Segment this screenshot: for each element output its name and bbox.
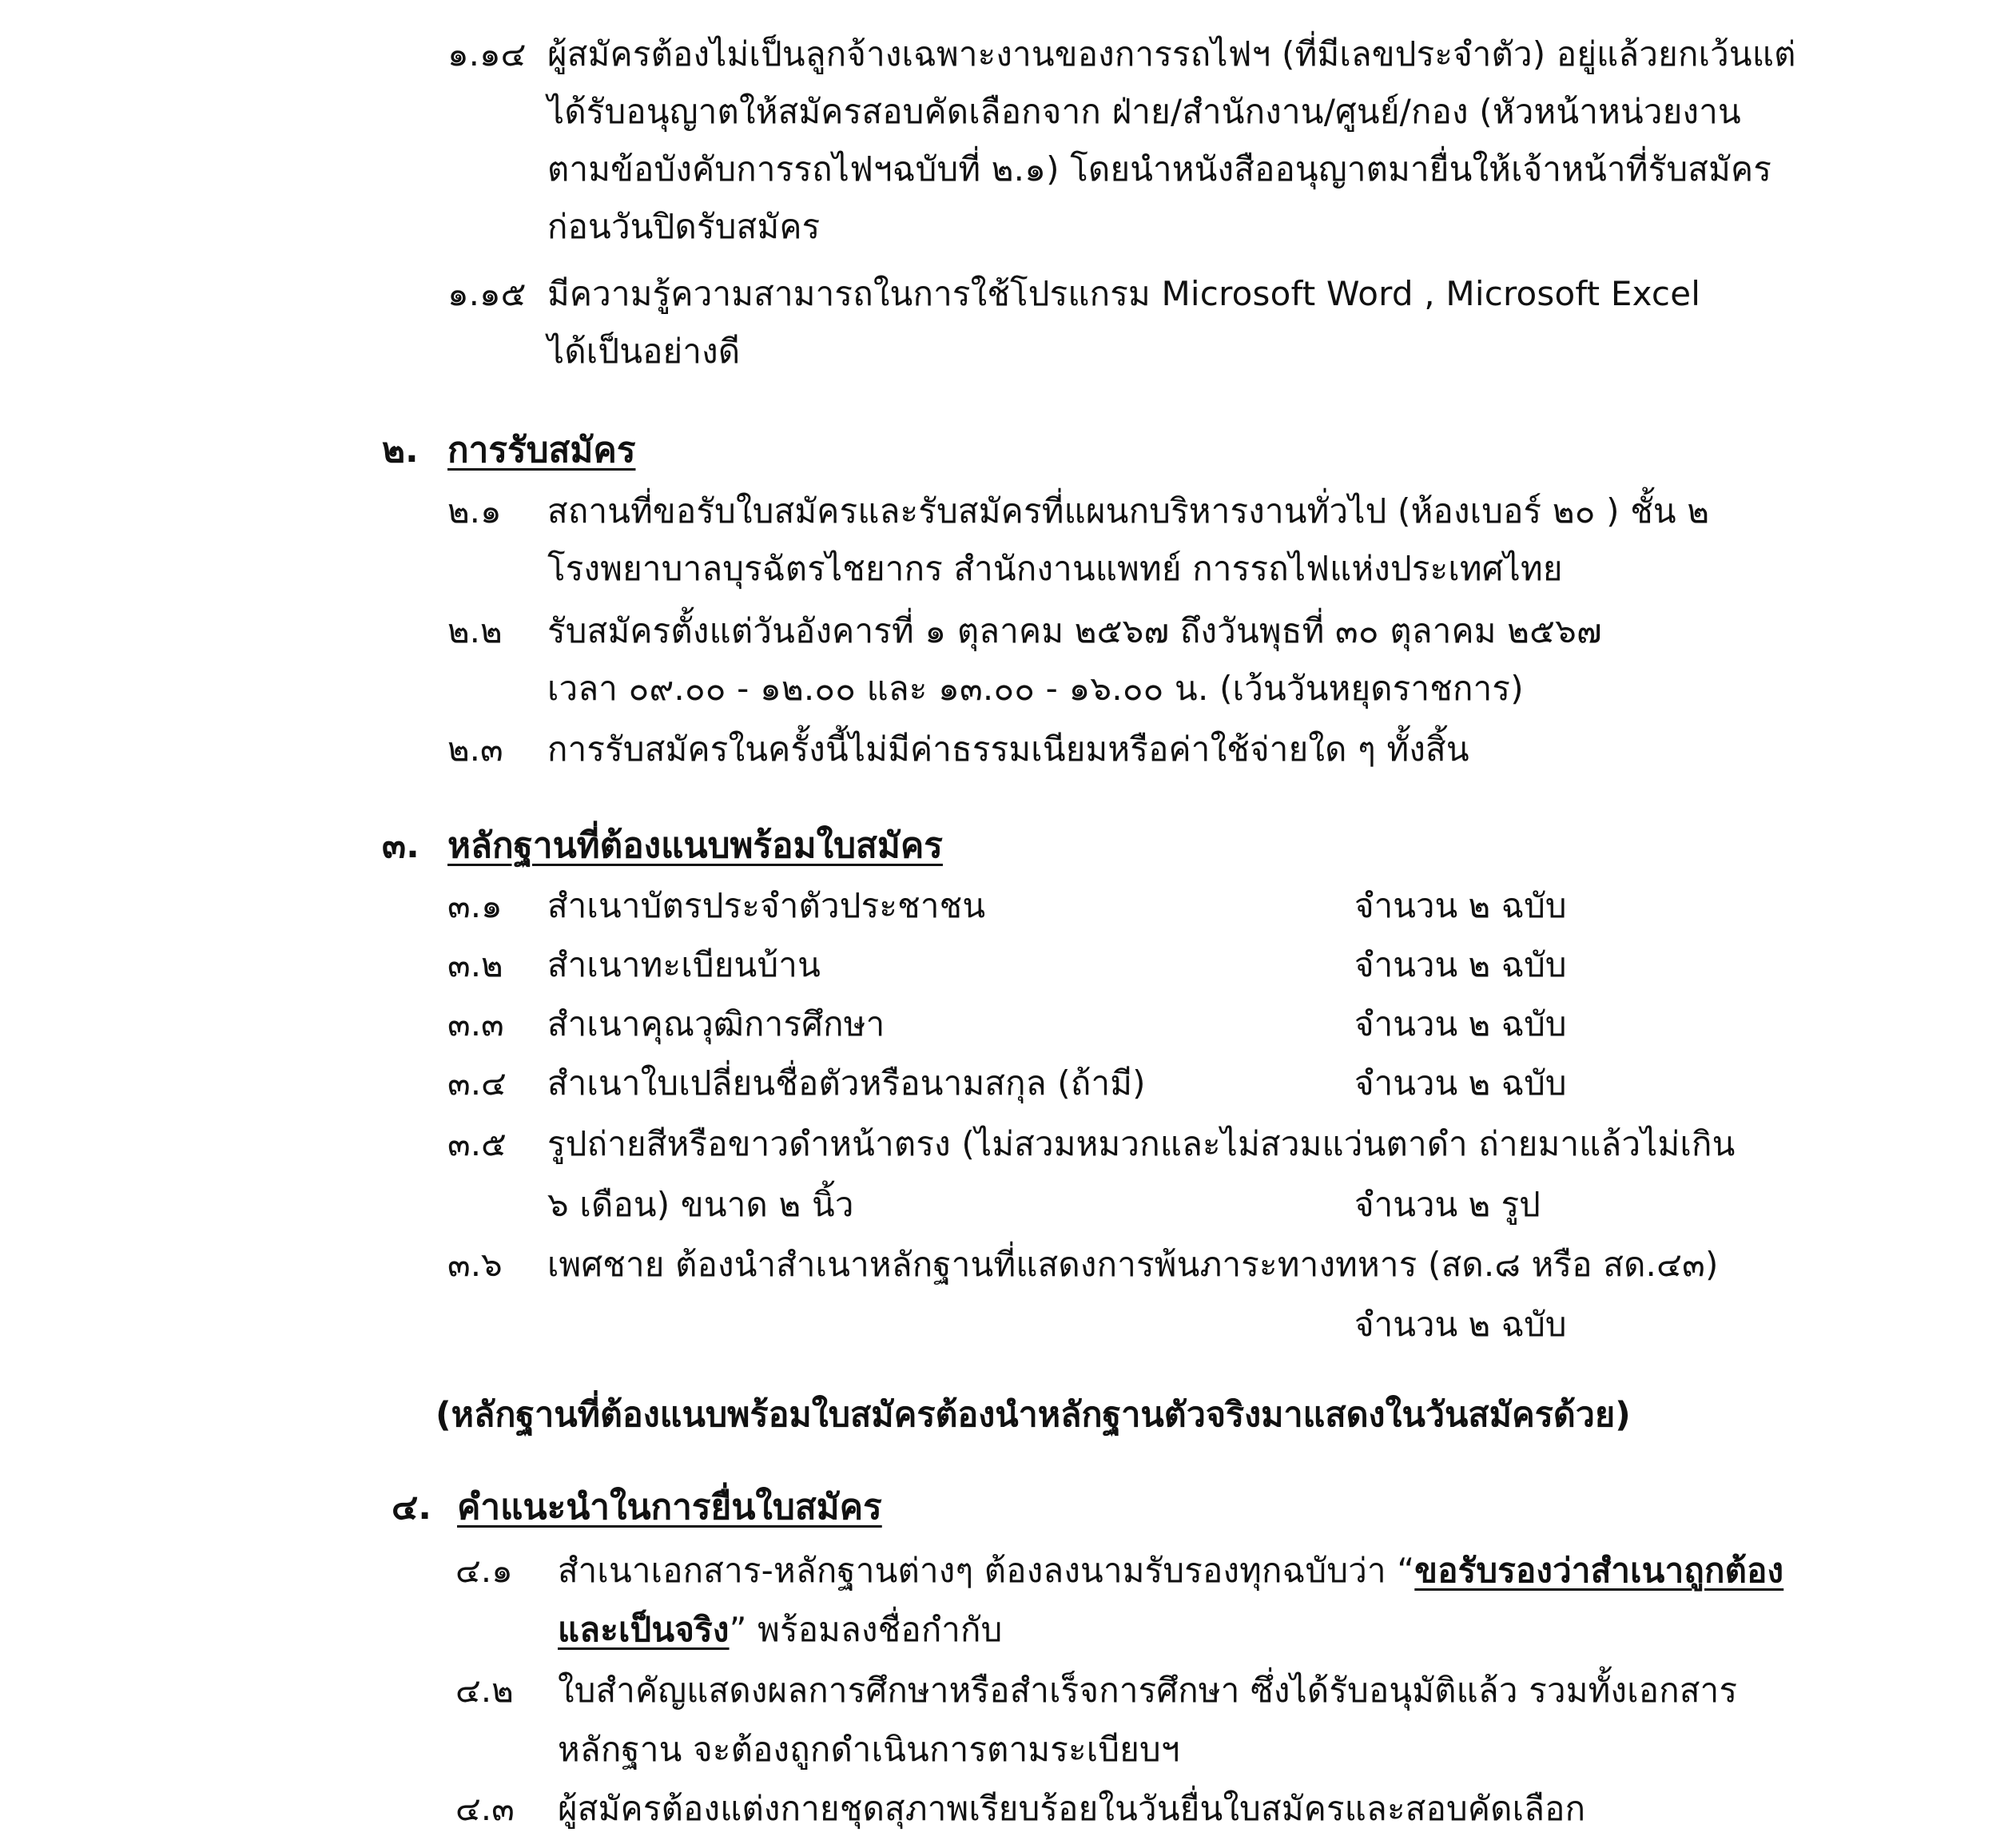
item-number-2-3: ๒.๓ <box>447 729 503 769</box>
section-2-number: ๒. <box>382 430 419 471</box>
item-3-1-text: สำเนาบัตรประจำตัวประชาชน <box>547 886 986 925</box>
item-1-15-line-1: มีความรู้ความสามารถในการใช้โปรแกรม Microsoft Word , Microsoft Excel <box>547 274 1701 313</box>
item-3-5-quantity: จำนวน ๒ รูป <box>1354 1185 1541 1224</box>
item-3-6-quantity: จำนวน ๒ ฉบับ <box>1354 1305 1567 1344</box>
item-1-14-line-4: ก่อนวันปิดรับสมัคร <box>547 207 821 246</box>
evidence-note: (หลักฐานที่ต้องแนบพร้อมใบสมัครต้องนำหลักฐานตัวจริงมาแสดงในวันสมัครด้วย) <box>435 1395 1631 1435</box>
item-number-3-6: ๓.๖ <box>447 1245 503 1284</box>
item-number-3-5: ๓.๕ <box>447 1124 507 1163</box>
item-2-2-line-1: รับสมัครตั้งแต่วันอังคารที่ ๑ ตุลาคม ๒๕๖๗ ถึงวันพุธที่ ๓๐ ตุลาคม ๒๕๖๗ <box>547 611 1602 650</box>
item-3-4-quantity: จำนวน ๒ ฉบับ <box>1354 1063 1567 1103</box>
item-4-1-line-1-text: สำเนาเอกสาร-หลักฐานต่างๆ ต้องลงนามรับรองทุกฉบับว่า “ <box>558 1551 1415 1590</box>
item-number-1-15: ๑.๑๕ <box>447 274 527 313</box>
item-4-1-certify-text-1: ขอรับรองว่าสำเนาถูกต้อง <box>1414 1551 1784 1590</box>
item-3-3-text: สำเนาคุณวุฒิการศึกษา <box>547 1004 885 1043</box>
item-number-3-4: ๓.๔ <box>447 1063 507 1103</box>
item-3-3-quantity: จำนวน ๒ ฉบับ <box>1354 1004 1567 1043</box>
item-number-4-3: ๔.๓ <box>455 1789 515 1828</box>
section-3-title: หลักฐานที่ต้องแนบพร้อมใบสมัคร <box>447 825 943 866</box>
item-number-4-1: ๔.๑ <box>455 1551 513 1590</box>
item-number-3-1: ๓.๑ <box>447 886 503 925</box>
item-1-14-line-2: ได้รับอนุญาตให้สมัครสอบคัดเลือกจาก ฝ่าย/สำนักงาน/ศูนย์/กอง (หัวหน้าหน่วยงาน <box>547 92 1741 131</box>
item-number-1-14: ๑.๑๔ <box>447 34 527 74</box>
item-1-14-line-3: ตามข้อบังคับการรถไฟฯฉบับที่ ๒.๑) โดยนำหนังสืออนุญาตมายื่นให้เจ้าหน้าที่รับสมัคร <box>547 149 1772 189</box>
item-3-4-text: สำเนาใบเปลี่ยนชื่อตัวหรือนามสกุล (ถ้ามี) <box>547 1063 1146 1103</box>
item-4-3-line-1: ผู้สมัครต้องแต่งกายชุดสุภาพเรียบร้อยในวันยื่นใบสมัครและสอบคัดเลือก <box>558 1789 1586 1828</box>
item-4-1-line-2-text: ” พร้อมลงชื่อกำกับ <box>729 1610 1003 1649</box>
item-3-5-line-2: ๖ เดือน) ขนาด ๒ นิ้ว <box>547 1185 854 1224</box>
item-3-2-quantity: จำนวน ๒ ฉบับ <box>1354 945 1567 984</box>
item-3-6-line-1: เพศชาย ต้องนำสำเนาหลักฐานที่แสดงการพ้นภาระทางทหาร (สด.๘ หรือ สด.๔๓) <box>547 1245 1719 1284</box>
item-4-2-line-1: ใบสำคัญแสดงผลการศึกษาหรือสำเร็จการศึกษา ซึ่งได้รับอนุมัติแล้ว รวมทั้งเอกสาร <box>558 1671 1738 1710</box>
item-3-5-line-1: รูปถ่ายสีหรือขาวดำหน้าตรง (ไม่สวมหมวกและไม่สวมแว่นตาดำ ถ่ายมาแล้วไม่เกิน <box>547 1124 1736 1163</box>
item-1-14-line-1: ผู้สมัครต้องไม่เป็นลูกจ้างเฉพาะงานของการรถไฟฯ (ที่มีเลขประจำตัว) อยู่แล้วยกเว้นแต่ <box>547 34 1796 74</box>
item-2-1-line-1: สถานที่ขอรับใบสมัครและรับสมัครที่แผนกบริหารงานทั่วไป (ห้องเบอร์ ๒๐ ) ชั้น ๒ <box>547 491 1710 531</box>
item-2-2-line-2: เวลา ๐๙.๐๐ - ๑๒.๐๐ และ ๑๓.๐๐ - ๑๖.๐๐ น. (เว้นวันหยุดราชการ) <box>547 669 1524 708</box>
item-number-3-3: ๓.๓ <box>447 1004 504 1043</box>
section-4-title: คำแนะนำในการยื่นใบสมัคร <box>457 1487 882 1528</box>
section-4-heading <box>392 1484 882 1531</box>
item-4-1-certify-text-2: และเป็นจริง <box>558 1610 730 1649</box>
item-number-3-2: ๓.๒ <box>447 945 503 984</box>
item-4-1-line-2 <box>558 1608 1003 1652</box>
item-4-2-line-2: หลักฐาน จะต้องถูกดำเนินการตามระเบียบฯ <box>558 1730 1180 1769</box>
section-4-number: ๔. <box>392 1487 432 1528</box>
section-2-heading <box>382 427 635 474</box>
item-3-1-quantity: จำนวน ๒ ฉบับ <box>1354 886 1567 925</box>
section-3-number: ๓. <box>382 825 419 866</box>
item-3-2-text: สำเนาทะเบียนบ้าน <box>547 945 821 984</box>
item-number-2-2: ๒.๒ <box>447 611 503 650</box>
item-4-1-line-1 <box>558 1548 1783 1593</box>
item-2-3-line-1: การรับสมัครในครั้งนี้ไม่มีค่าธรรมเนียมหรือค่าใช้จ่ายใด ๆ ทั้งสิ้น <box>547 729 1469 769</box>
item-1-15-line-2: ได้เป็นอย่างดี <box>547 332 741 371</box>
item-2-1-line-2: โรงพยาบาลบุรฉัตรไชยากร สำนักงานแพทย์ การรถไฟแห่งประเทศไทย <box>547 549 1563 588</box>
section-3-heading <box>382 823 943 869</box>
section-2-title: การรับสมัคร <box>447 430 636 471</box>
item-number-2-1: ๒.๑ <box>447 491 502 531</box>
item-number-4-2: ๔.๒ <box>455 1671 514 1710</box>
